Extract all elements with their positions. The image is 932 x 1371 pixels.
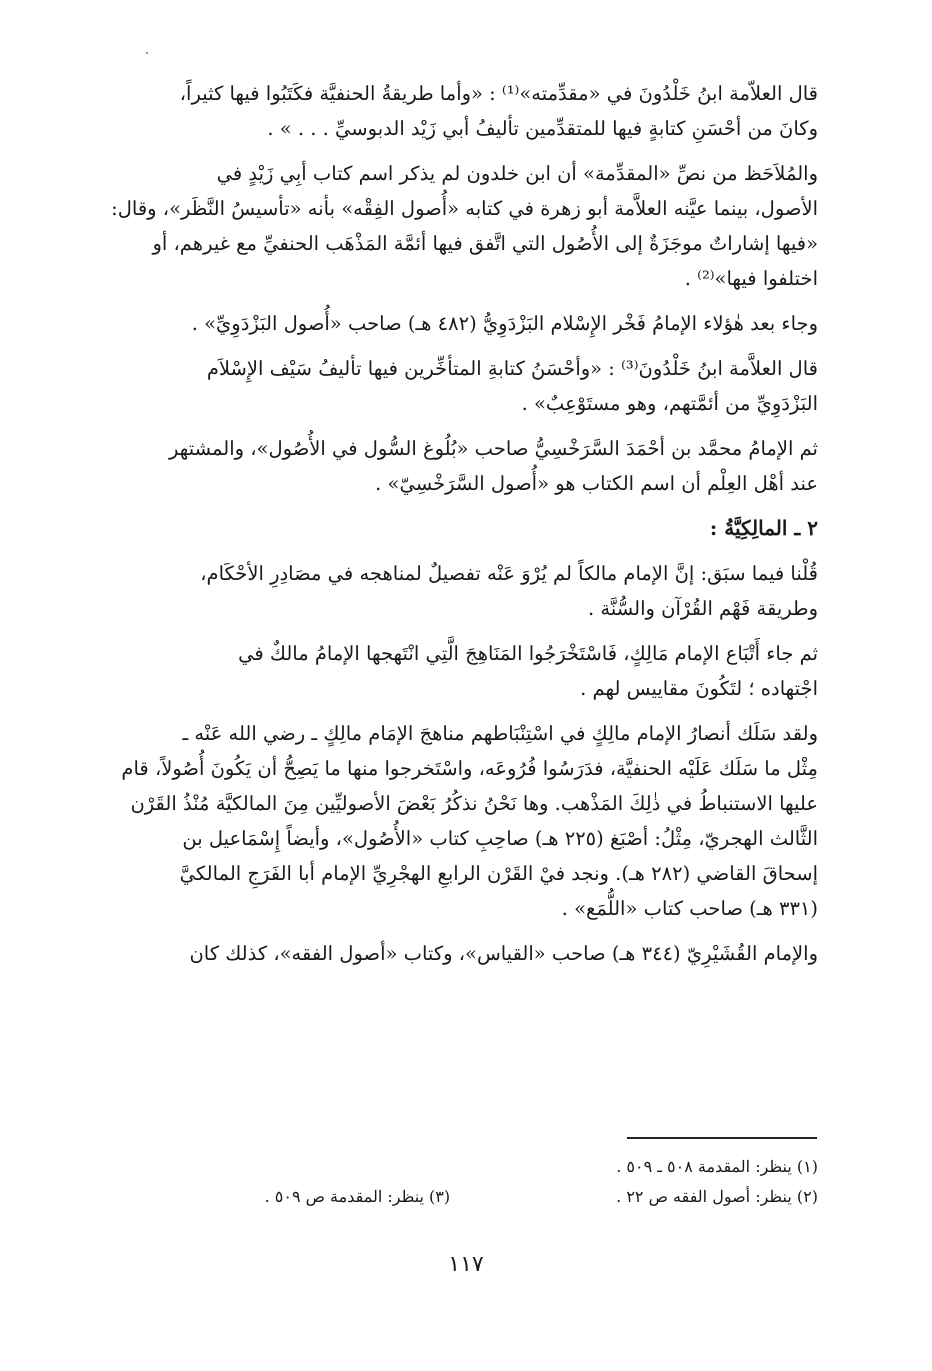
text-line: الأصول، بينما عيَّنه العلاَّمة أبو زهرة في كتابه «أُصول الفِقْه» بأنه «تأسيسُ النَّظَر»، وقال:: [111, 197, 818, 220]
text-line: ثم الإمامُ محمَّد بن أحْمَدَ السَّرَخْسِيُّ صاحب «بُلُوغ السُّول في الأُصُول»، والمشتهر: [168, 437, 818, 460]
paragraph-bazdawi: [96, 306, 818, 341]
footnote-separator: [627, 1137, 817, 1139]
section-heading-malikiyya: ٢ ـ المالِكِيَّةُ :: [709, 516, 818, 540]
text-line: ثم جاء أَتْبَاع الإمام مَالِكٍ، فَاسْتَخْرَجُوا المَنَاهِجَ الَّتِي انْتَهجها الإمامُ مالكٌ في: [238, 642, 818, 665]
text-line: والمُلاَحَظ من نصِّ «المقدِّمة» أن ابن خلدون لم يذكر اسم كتاب أبِي زَيْدٍ في: [216, 162, 818, 185]
paragraph-malik-followers: [96, 636, 818, 706]
text-line: البَزْدَوِيِّ من أئمَّتهم، وهو مستَوْعِبٌ» .: [521, 392, 818, 415]
paragraph-abu-zahra: [96, 156, 818, 296]
footnote-2: (٢) ينظر: أصول الفقه ص ٢٢ .: [616, 1187, 818, 1206]
scan-speck: [146, 52, 148, 54]
paragraph-ibn-khaldun-later: [96, 351, 818, 421]
paragraph-malik-methods: [96, 556, 818, 626]
text-line: عليها الاستنباطُ في ذٰلِكَ المَذْهب. وها نَحْنُ نذكُرُ بَعْضَ الأصوليِّين مِنَ المالكيَّة مُنْذُ القَرْن: [130, 792, 818, 815]
page-number: ١١٧: [448, 1252, 484, 1277]
text-line: اجْتهاده ؛ لتَكُونَ مقاييس لهم .: [580, 677, 818, 700]
text-line: مِثْل ما سَلَك عَلَيْه الحنفيَّة، فدَرَسُوا فُرُوعَه، واسْتَخرجوا منها ما يَصِحُّ أن يَكُونَ أُصُولاً، قام: [121, 757, 818, 780]
text-line: الثَّالث الهجريّ، مِثْلُ: أصْبَغ (٢٢٥ هـ) صاحِبِ كتاب «الأُصُول»، وأيضاً إِسْمَاعيل بن: [182, 827, 818, 850]
text-line: «فيها إشاراتٌ موجَزَةٌ إلى الأُصُول التي اتَّفق فيها أئمَّة المَذْهَب الحنفيِّ مع غيرهم، أو: [152, 232, 818, 255]
paragraph-ibn-khaldun-hanafi: [96, 76, 818, 146]
text-line: (٣٣١ هـ) صاحب كتاب «اللُّمَع» .: [561, 897, 818, 920]
text-line: إسحاقَ القاضي (٢٨٢ هـ). ونجد فيْ القَرْن الرابعِ الهجْرِيِّ الإمام أبا الفَرَجِ المالكيَّ: [179, 862, 818, 885]
footnote-3: (٣) ينظر: المقدمة ص ٥٠٩ .: [264, 1187, 451, 1206]
text-line: قال العلاّمة ابنُ خَلْدُونَ في «مقدِّمته»⁽¹⁾ : «وأما طريقةُ الحنفيَّة فكَتَبُوا فيها كثيراً،: [179, 82, 818, 105]
text-line: قال العلاَّمة ابنُ خَلْدُونَ⁽³⁾ : «وأحْسَنُ كتابةِ المتأخِّرين فيها تأليفُ سَيْف الإِسْلاَم: [206, 357, 818, 380]
paragraph-sarakhsi: [96, 431, 818, 501]
paragraph-qushayri: [96, 936, 818, 971]
text-line: قُلْنا فيما سبَق: إنَّ الإمام مالكاً لم يُرْوَ عَنْه تفصيلٌ لمناهجه في مصَادِرِ الأحْكَام،: [200, 562, 818, 585]
paragraph-maliki-usuliyyun: [96, 716, 818, 926]
text-line: وطريقة فَهْم القُرْآن والسُّنَّة .: [588, 597, 818, 620]
text-line: اختلفوا فيها»⁽²⁾ .: [684, 267, 818, 290]
text-line: عند أهْل العِلْم أن اسم الكتاب هو «أُصول السَّرَخْسِيّ» .: [375, 472, 818, 495]
footnote-row: [96, 1182, 818, 1212]
footnote-1: (١) ينظر: المقدمة ٥٠٨ ـ ٥٠٩ .: [616, 1157, 818, 1176]
text-line: وكانَ من أحْسَنِ كتابةٍ فيها للمتقدِّمين تأليفُ أبي زَيْد الدبوسيِّ . . . » .: [267, 117, 818, 140]
text-line: والإمام القُشَيْرِيّ (٣٤٤ هـ) صاحب «القياس»، وكتاب «أصول الفقه»، كذلك كان: [189, 942, 818, 965]
text-line: وجاء بعد هٰؤلاء الإمامُ فَخْر الإِسْلام البَزْدَوِيُّ (٤٨٢ هـ) صاحب «أُصول البَزْدَوِيِّ» .: [191, 312, 818, 335]
footnote-row: [96, 1152, 818, 1182]
text-line: ولقد سَلَك أنصارُ الإمام مالِكٍ في اسْتِنْبَاطهم مناهجَ الإمَام مالِكٍ ـ رضي الله عَنْه ـ: [182, 722, 818, 745]
main-text: [96, 76, 818, 981]
footnotes: [96, 1152, 818, 1212]
